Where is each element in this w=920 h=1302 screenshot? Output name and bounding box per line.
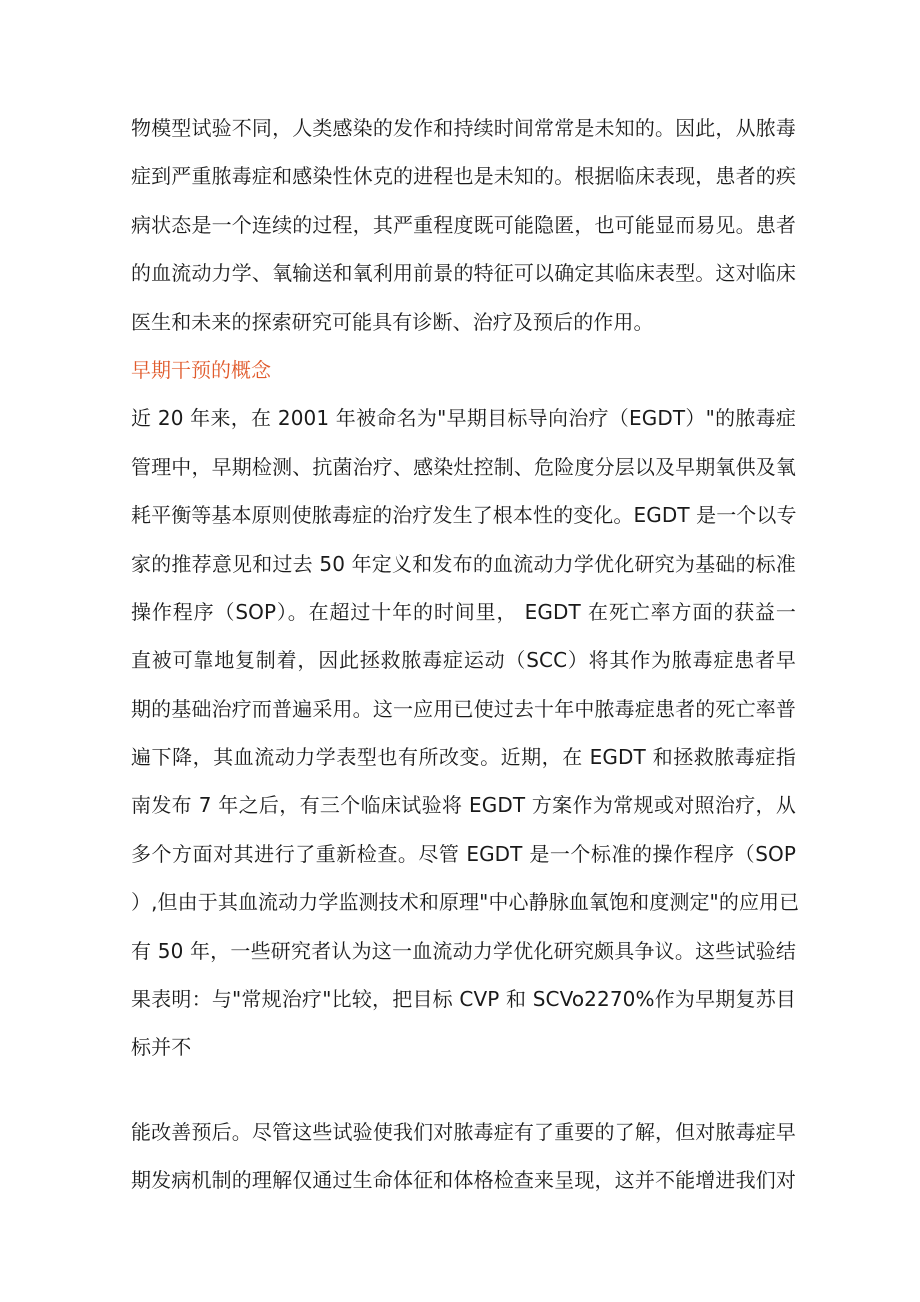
text-line: 病状态是一个连续的过程，其严重程度既可能隐匿，也可能显而易见。患者 [131,212,796,237]
text-line: 期发病机制的理解仅通过生命体征和体格检查来呈现，这并不能增进我们对 [131,1168,796,1193]
text-line: 有 50 年，一些研究者认为这一血流动力学优化研究颇具争议。这些试验结 [131,938,796,963]
text-line: 的血流动力学、氧输送和氧利用前景的特征可以确定其临床表型。这对临床 [131,261,796,286]
section-heading: 早期干预的概念 [131,357,271,382]
text-line: 耗平衡等基本原则使脓毒症的治疗发生了根本性的变化。EGDT 是一个以专 [131,503,797,528]
text-line: 近 20 年来，在 2001 年被命名为"早期目标导向治疗（EGDT）"的脓毒症 [131,406,796,431]
paragraph-gap [131,1072,796,1108]
text-line: 南发布 7 年之后，有三个临床试验将 EGDT 方案作为常规或对照治疗，从 [131,793,796,818]
text-line: 果表明：与"常规治疗"比较，把目标 CVP 和 SCVo2270%作为早期复苏目 [131,987,796,1012]
document-page [131,104,800,1205]
text-line: 期的基础治疗而普遍采用。这一应用已使过去十年中脓毒症患者的死亡率普 [131,696,796,721]
paragraph-2 [131,394,800,1071]
paragraph-1 [131,104,796,346]
text-line: 直被可靠地复制着，因此拯救脓毒症运动（SCC）将其作为脓毒症患者早 [131,648,796,673]
text-line: 物模型试验不同，人类感染的发作和持续时间常常是未知的。因此，从脓毒 [131,116,796,140]
text-line: 遍下降，其血流动力学表型也有所改变。近期，在 EGDT 和拯救脓毒症指 [131,745,796,770]
text-line: 管理中，早期检测、抗菌治疗、感染灶控制、危险度分层以及早期氧供及氧 [131,454,796,479]
text-line: 标并不 [131,1035,192,1060]
text-line: 家的推荐意见和过去 50 年定义和发布的血流动力学优化研究为基础的标准 [131,551,796,576]
text-line: 能改善预后。尽管这些试验使我们对脓毒症有了重要的了解，但对脓毒症早 [131,1119,796,1144]
text-line: 操作程序（SOP）。在超过十年的时间里， EGDT 在死亡率方面的获益一 [131,599,796,624]
text-line: 症到严重脓毒症和感染性休克的进程也是未知的。根据临床表现，患者的疾 [131,164,796,189]
text-line: 医生和未来的探索研究可能具有诊断、治疗及预后的作用。 [131,309,654,334]
text-line: 多个方面对其进行了重新检查。尽管 EGDT 是一个标准的操作程序（SOP [131,841,796,866]
paragraph-3 [131,1108,796,1205]
text-line: ）,但由于其血流动力学监测技术和原理"中心静脉血氧饱和度测定"的应用已 [131,890,800,915]
